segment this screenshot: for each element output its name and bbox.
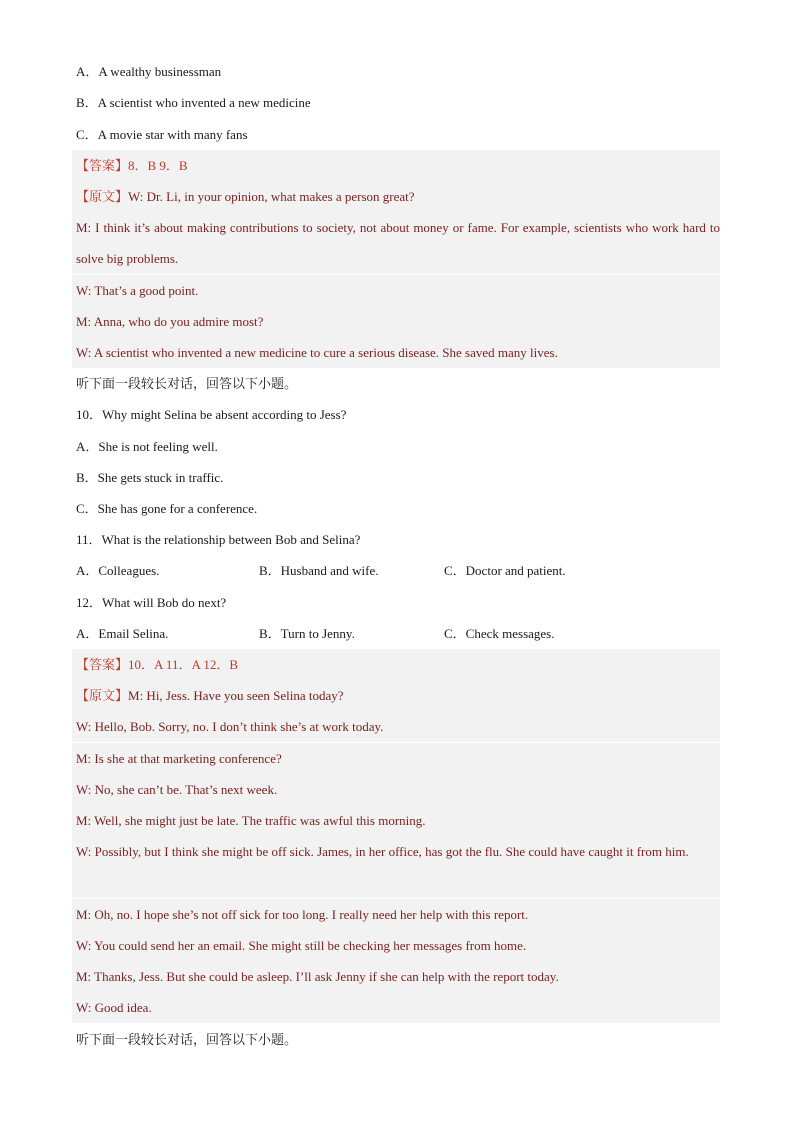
q11-option-c: C．Doctor and patient. — [444, 563, 566, 578]
transcript-line — [72, 680, 720, 711]
q10-option-a: A．She is not feeling well. — [76, 439, 218, 454]
q12-option-c: C．Check messages. — [444, 626, 555, 641]
option-a: A．A wealthy businessman — [76, 64, 222, 79]
q12-option-b: B．Turn to Jenny. — [259, 626, 355, 641]
transcript-line: M: Is she at that marketing conference? — [72, 743, 720, 774]
transcript-line: W: Good idea. — [72, 992, 720, 1023]
answer-text: 8．B 9．B — [128, 158, 188, 173]
q10-option-b: B．She gets stuck in traffic. — [76, 470, 224, 485]
transcript-line: M: Well, she might just be late. The traffic was awful this morning. — [72, 805, 720, 836]
transcript-tag: 【原文】 — [76, 189, 129, 204]
answer-block-2 — [72, 649, 720, 680]
transcript-line: W: That’s a good point. — [72, 275, 720, 306]
answer-tag: 【答案】 — [76, 158, 129, 173]
answer-text: 10．A 11．A 12．B — [128, 657, 239, 672]
transcript-text: W: Dr. Li, in your opinion, what makes a person great? — [128, 189, 415, 204]
transcript-line: W: A scientist who invented a new medicine to cure a serious disease. She saved many lives. — [72, 337, 720, 368]
question-11: 11．What is the relationship between Bob and Selina? — [76, 532, 361, 547]
transcript-line: W: Hello, Bob. Sorry, no. I don’t think she’s at work today. — [72, 711, 720, 742]
q11-option-a: A．Colleagues. — [76, 563, 160, 578]
transcript-line — [72, 181, 720, 212]
q11-option-b: B．Husband and wife. — [259, 563, 379, 578]
q11-options — [72, 555, 720, 586]
option-c: C．A movie star with many fans — [76, 127, 248, 142]
question-12: 12．What will Bob do next? — [76, 595, 227, 610]
transcript-text: M: Hi, Jess. Have you seen Selina today? — [128, 688, 344, 703]
section-instruction: 听下面一段较长对话，回答以下小题。 — [76, 376, 298, 391]
option-b: B．A scientist who invented a new medicine — [76, 95, 311, 110]
q12-option-a: A．Email Selina. — [76, 626, 169, 641]
transcript-line: M: Anna, who do you admire most? — [72, 306, 720, 337]
transcript-tag: 【原文】 — [76, 688, 129, 703]
answer-tag: 【答案】 — [76, 657, 129, 672]
transcript-line: M: I think it’s about making contributions to society, not about money or fame. For example, scientists who work hard to solve big problems. — [72, 212, 720, 274]
answer-block-1 — [72, 150, 720, 181]
transcript-line: M: Thanks, Jess. But she could be asleep. I’ll ask Jenny if she can help with the report today. — [72, 961, 720, 992]
transcript-line: M: Oh, no. I hope she’s not off sick for too long. I really need her help with this report. — [72, 899, 720, 930]
transcript-line: W: Possibly, but I think she might be off sick. James, in her office, has got the flu. She could have caught it from him. — [72, 836, 720, 898]
section-instruction: 听下面一段较长对话，回答以下小题。 — [76, 1032, 298, 1047]
question-10: 10．Why might Selina be absent according to Jess? — [76, 407, 347, 422]
transcript-line: W: No, she can’t be. That’s next week. — [72, 774, 720, 805]
q12-options — [72, 618, 720, 649]
q10-option-c: C．She has gone for a conference. — [76, 501, 258, 516]
transcript-line: W: You could send her an email. She might still be checking her messages from home. — [72, 930, 720, 961]
